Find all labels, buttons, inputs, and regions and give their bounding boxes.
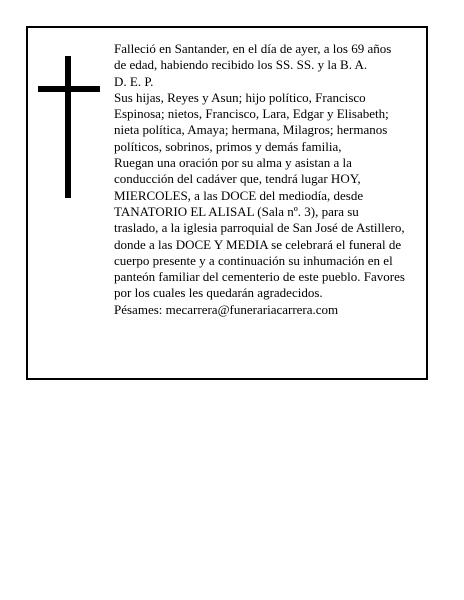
obituary-notice	[26, 26, 428, 380]
notice-line: Ruegan una oración por su alma y asistan a la	[114, 155, 352, 171]
notice-line: D. E. P.	[114, 73, 154, 89]
notice-line: nieta política, Amaya; hermana, Milagros; hermanos	[114, 122, 388, 138]
notice-line: Sus hijas, Reyes y Asun; hijo político, Francisco	[114, 89, 366, 105]
notice-line: Espinosa; nietos, Francisco, Lara, Edgar y Elisabeth;	[114, 106, 389, 122]
notice-line: Falleció en Santander, en el día de ayer, a los 69 años	[114, 41, 392, 56]
notice-line: donde a las DOCE Y MEDIA se celebrará el funeral de	[114, 236, 402, 252]
cross-vertical-bar	[65, 56, 71, 198]
notice-line: cuerpo presente y a continuación su inhumación en el	[114, 252, 393, 268]
contact-email: Pésames: mecarrera@funerariacarrera.com	[114, 301, 339, 317]
notice-line: de edad, habiendo recibido los SS. SS. y la B. A.	[114, 57, 368, 73]
notice-line: panteón familiar del cementerio de este pueblo. Favores	[114, 269, 405, 285]
notice-line: políticos, sobrinos, primos y demás familia,	[114, 138, 342, 154]
cross-horizontal-bar	[38, 86, 100, 92]
latin-cross-icon	[38, 56, 100, 198]
notice-line: por los cuales les quedarán agradecidos.	[114, 285, 323, 301]
notice-line: conducción del cadáver que, tendrá lugar HOY,	[114, 171, 361, 187]
notice-line: TANATORIO EL ALISAL (Sala nº. 3), para su	[114, 203, 359, 219]
notice-line: MIERCOLES, a las DOCE del mediodía, desde	[114, 187, 364, 203]
notice-text	[114, 41, 422, 318]
notice-line: traslado, a la iglesia parroquial de San José de Astillero,	[114, 220, 405, 236]
